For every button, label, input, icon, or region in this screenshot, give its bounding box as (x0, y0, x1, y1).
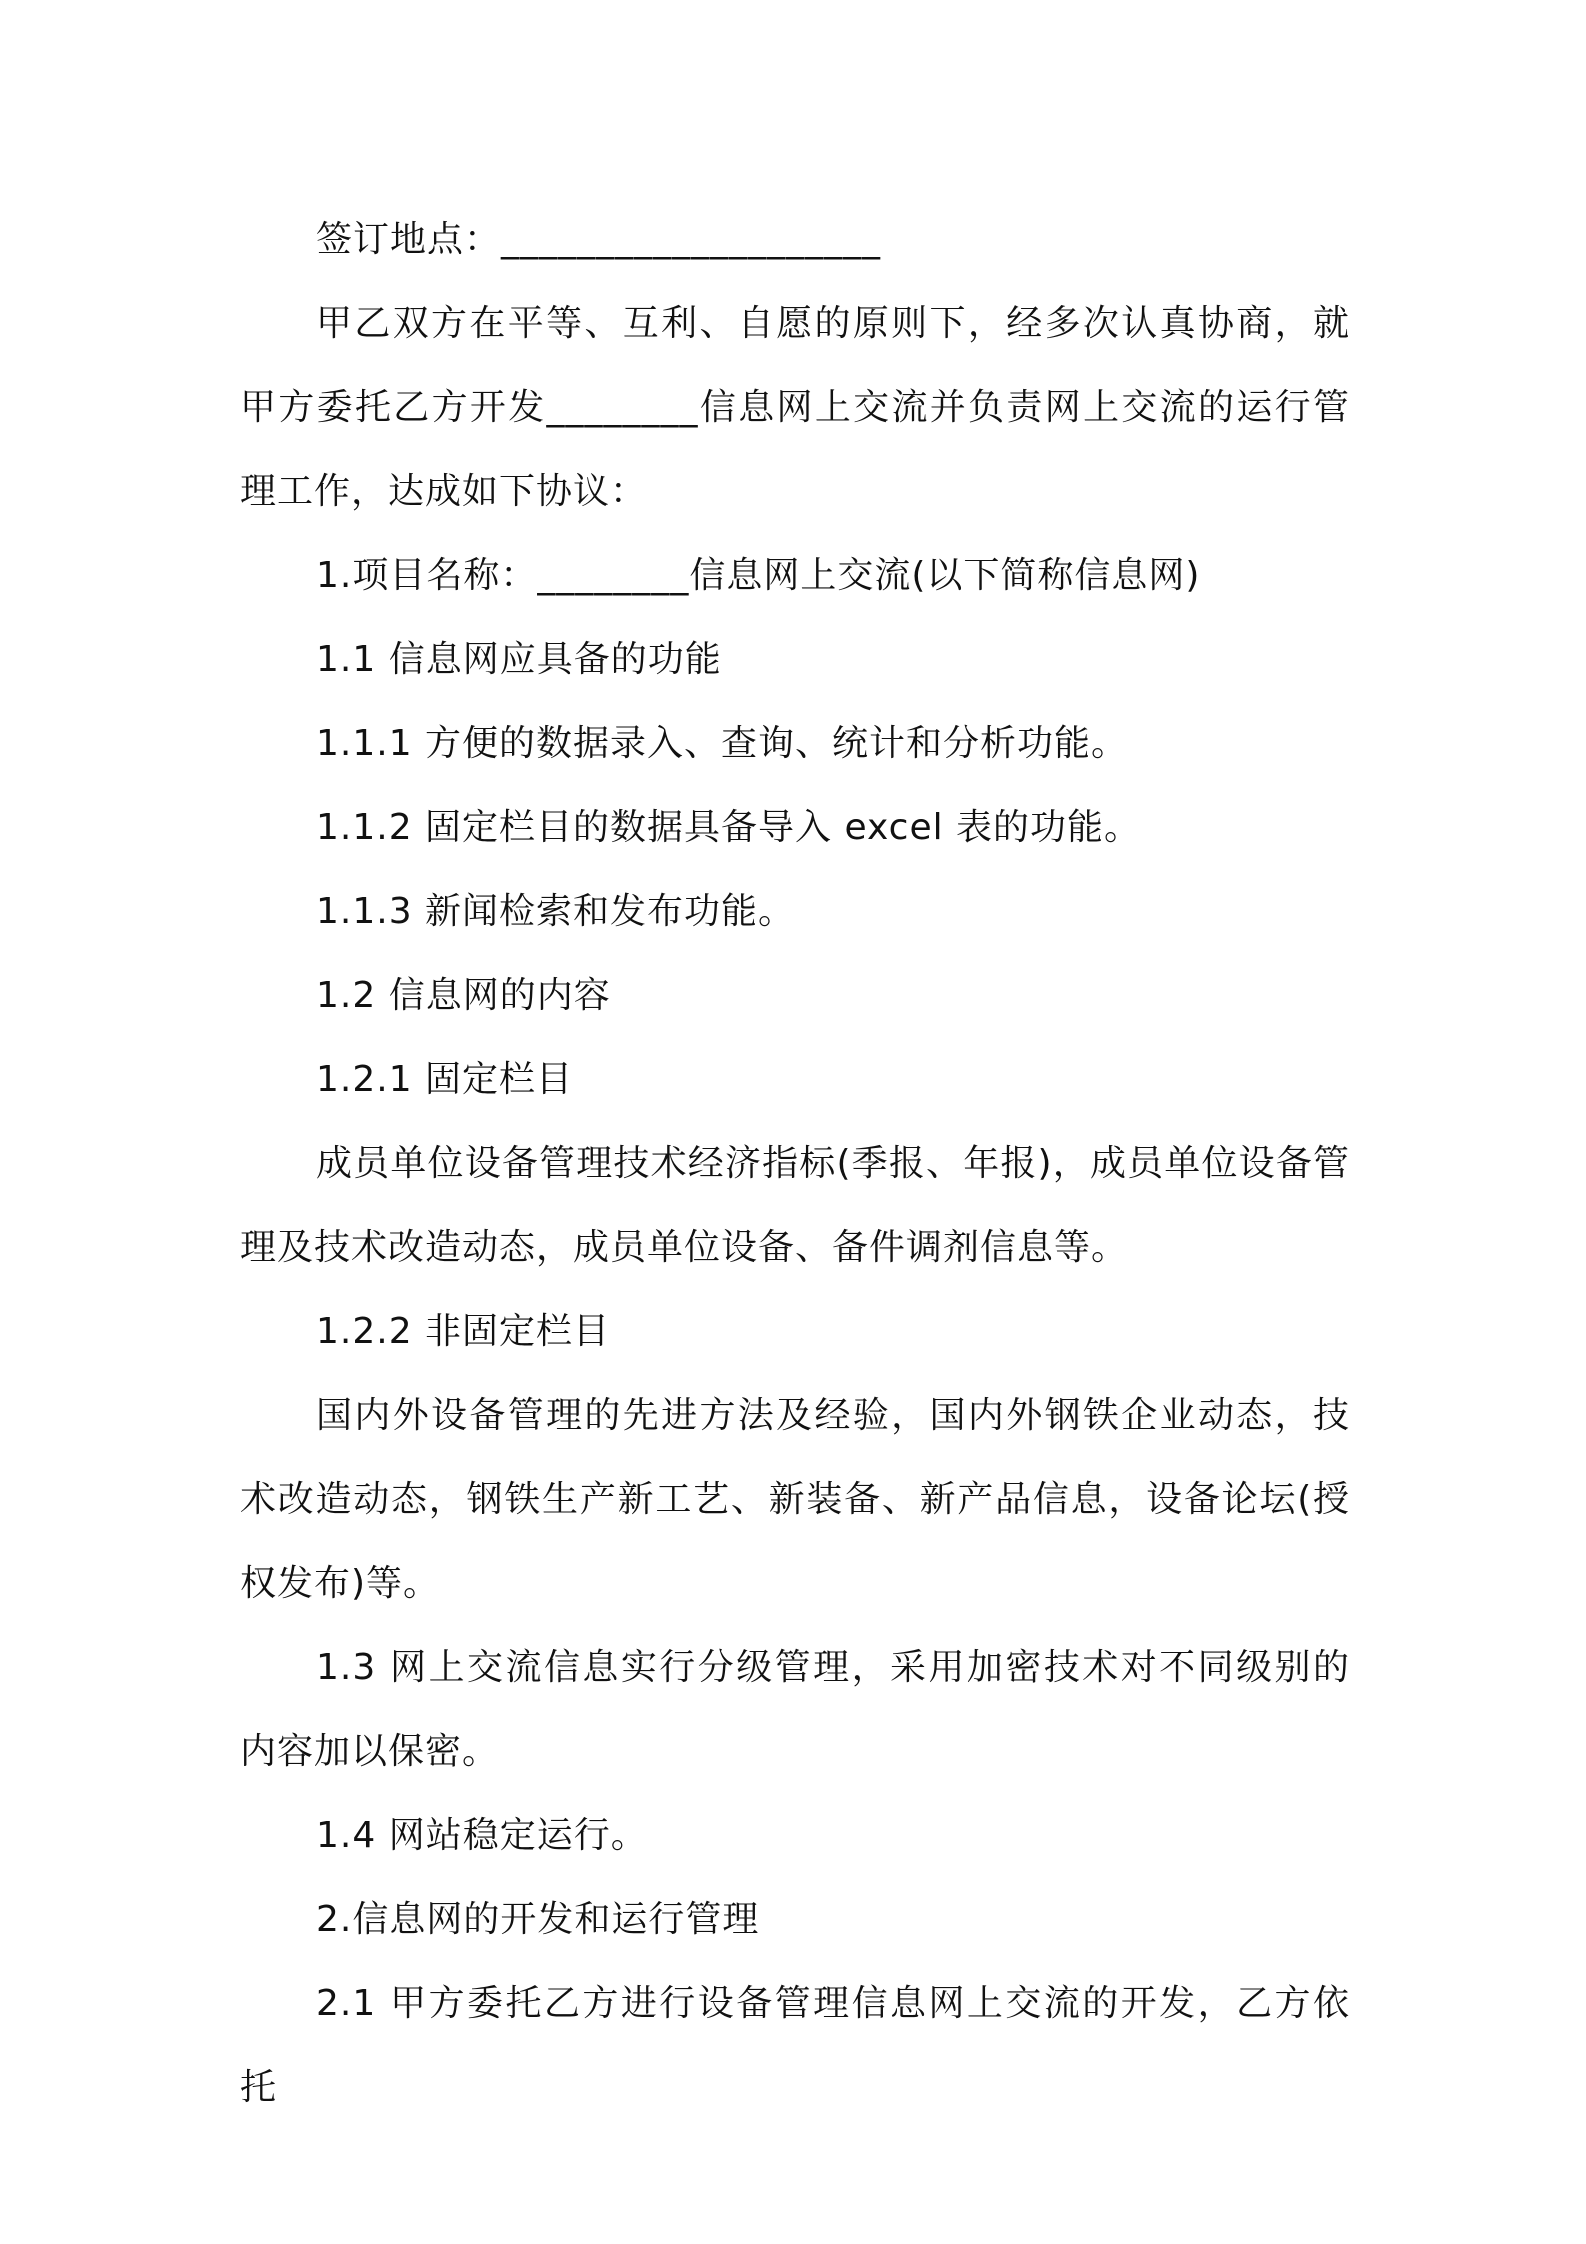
fixed-columns-paragraph: 成员单位设备管理技术经济指标(季报、年报)，成员单位设备管理及技术改造动态，成员单位设备、备件调剂信息等。 (240, 1143, 1350, 1268)
section-1-2-heading: 1.2 信息网的内容 (316, 975, 611, 1016)
document-body (240, 198, 1350, 2130)
project-name-line: 1.项目名称：________信息网上交流(以下简称信息网) (316, 555, 1201, 596)
preamble-paragraph: 甲乙双方在平等、互利、自愿的原则下，经多次认真协商，就甲方委托乙方开发________信息网上交流并负责网上交流的运行管理工作，达成如下协议： (240, 303, 1350, 512)
section-1-1-2: 1.1.2 固定栏目的数据具备导入 excel 表的功能。 (316, 807, 1142, 848)
non-fixed-columns-paragraph: 国内外设备管理的先进方法及经验，国内外钢铁企业动态，技术改造动态，钢铁生产新工艺、新装备、新产品信息，设备论坛(授权发布)等。 (240, 1395, 1350, 1604)
section-1-1-3: 1.1.3 新闻检索和发布功能。 (316, 891, 796, 932)
section-1-2-1-heading: 1.2.1 固定栏目 (316, 1059, 574, 1100)
signing-location-line: 签订地点：____________________ (316, 219, 882, 260)
section-1-3-paragraph: 1.3 网上交流信息实行分级管理，采用加密技术对不同级别的内容加以保密。 (240, 1647, 1350, 1772)
section-2-heading: 2.信息网的开发和运行管理 (316, 1899, 760, 1940)
section-2-1-paragraph: 2.1 甲方委托乙方进行设备管理信息网上交流的开发，乙方依托 (240, 1983, 1350, 2108)
section-1-1-1: 1.1.1 方便的数据录入、查询、统计和分析功能。 (316, 723, 1129, 764)
section-1-2-2-heading: 1.2.2 非固定栏目 (316, 1311, 611, 1352)
section-1-1-heading: 1.1 信息网应具备的功能 (316, 639, 722, 680)
section-1-4-line: 1.4 网站稳定运行。 (316, 1815, 648, 1856)
